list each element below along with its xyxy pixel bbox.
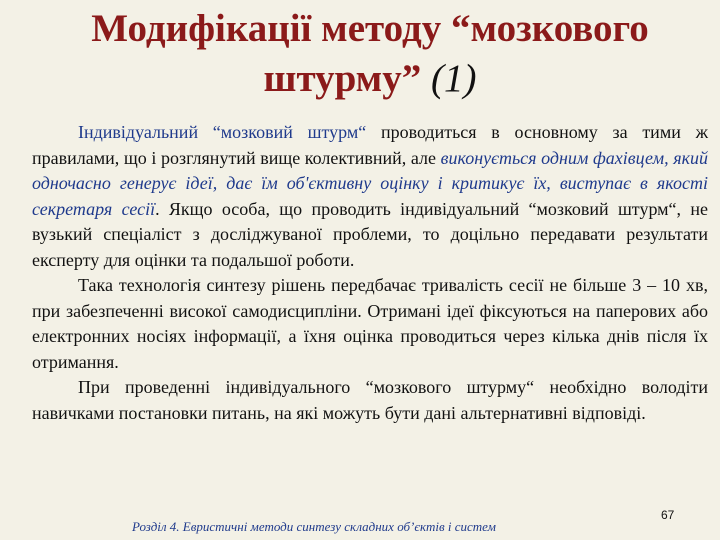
paragraph-1-text: проводиться в основному за тими ж правилами, що і розглянутий вище колективний, але [32,122,708,168]
paragraph-2 [32,273,708,375]
title-line-2 [40,54,700,104]
title-line-2-text: штурму” [263,57,422,100]
paragraph-1-italic: виконується одним фахівцем, який одночасно генерує ідеї, дає їм об'єктивну оцінку і критикує їх, виступає в якості секретаря сесії [32,147,708,219]
paragraph-1 [32,120,708,273]
title-line-1: Модифікації методу “мозкового [91,7,649,50]
body-text [32,120,708,426]
paragraph-3-text: При проведенні індивідуального “мозкового штурму“ необхідно володіти навичками постановки питань, на які можуть бути дані альтернативні відповіді. [32,377,708,423]
page-number: 67 [661,508,675,522]
paragraph-1-intro: Індивідуальний “мозковий штурм“ [78,122,367,142]
paragraph-3 [32,375,708,426]
slide-title [40,4,700,104]
paragraph-1-tail: . Якщо особа, що проводить індивідуальний “мозковий штурм“, не вузький спеціаліст з досліджуваної проблеми, то доцільно передавати результати експерту для оцінки та подальшої роботи. [32,198,708,270]
paragraph-2-text: Така технологія синтезу рішень передбачає тривалість сесії не більше 3 – 10 хв, при забезпеченні високої самодисципліни. Отримані ідеї фіксуються на паперових або електронних носіях інформації, а їхня оцінка проводиться через кілька днів після їх отримання. [32,275,708,372]
title-number: (1) [431,57,477,100]
footer-section-title: Розділ 4. Евристичні методи синтезу складних об’єктів і систем [132,519,496,534]
